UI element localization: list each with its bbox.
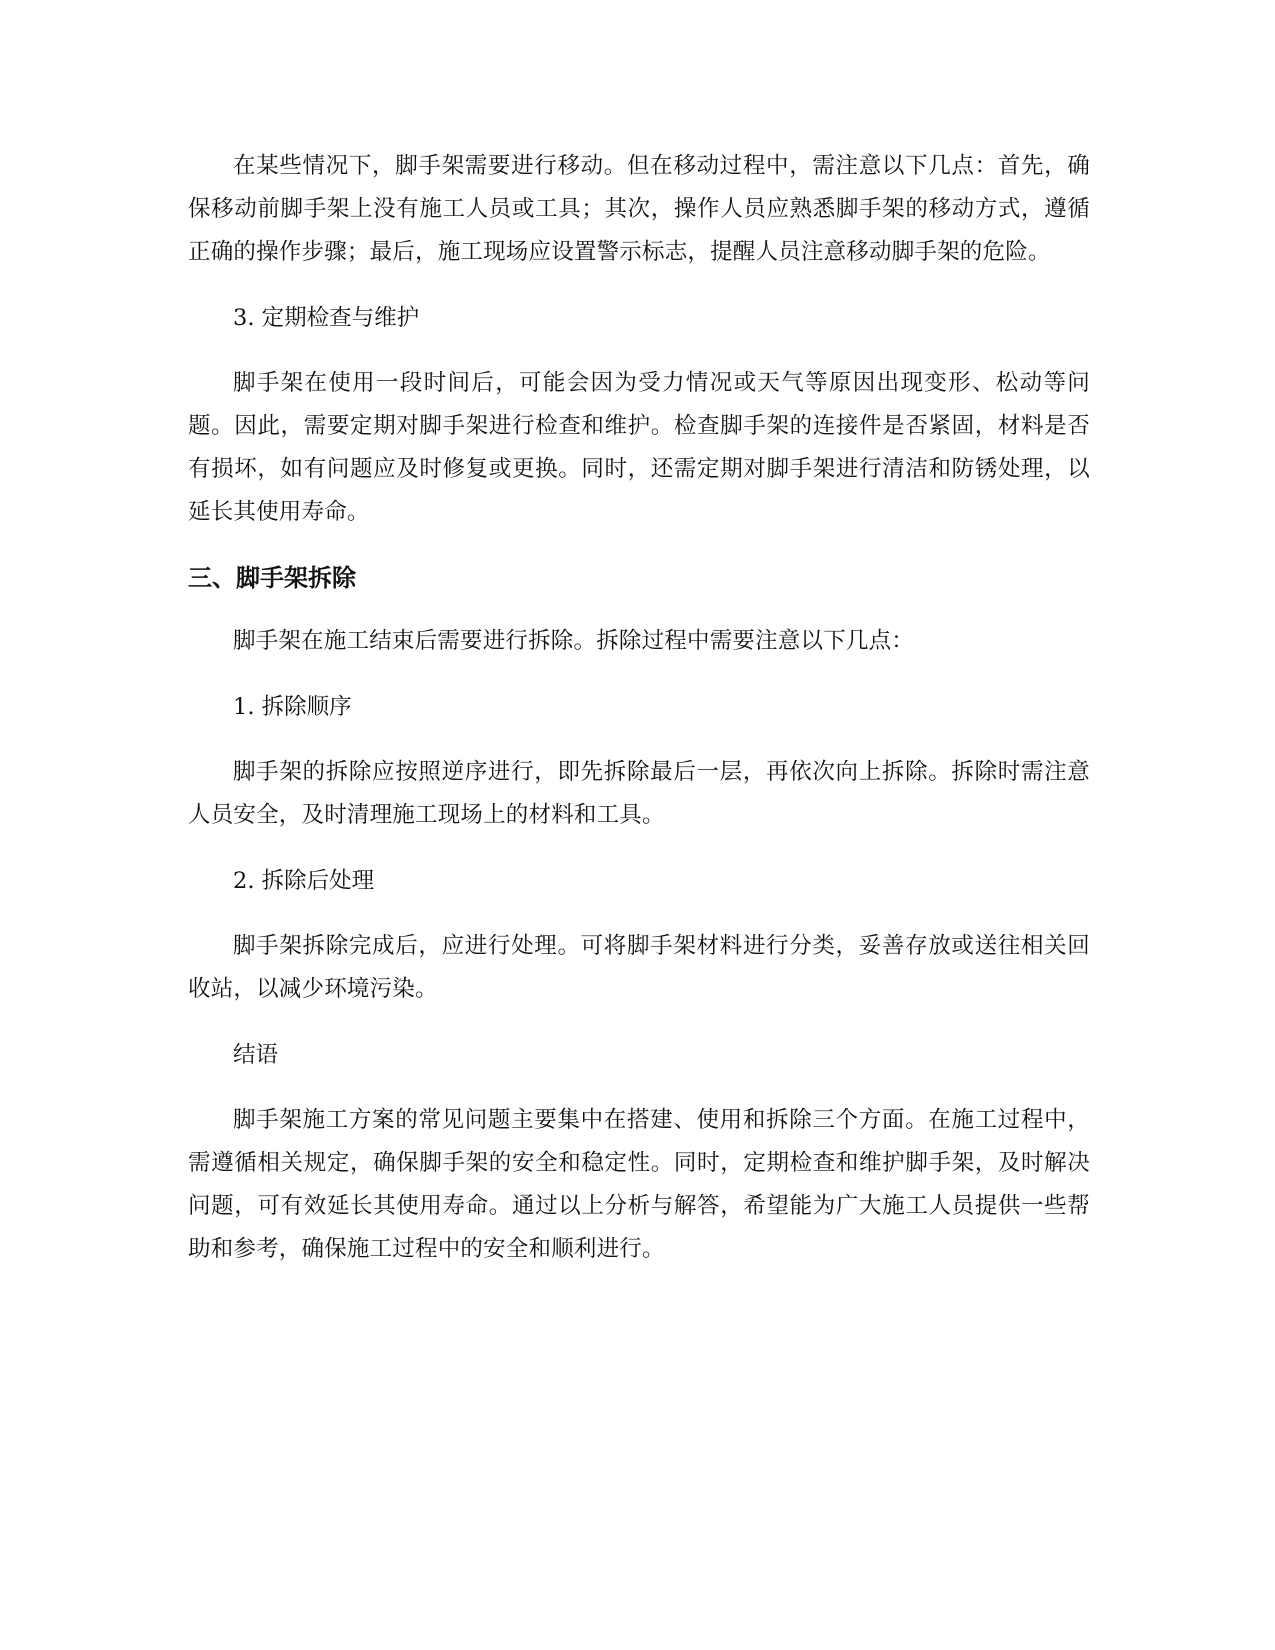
paragraph-dismantling-intro: 脚手架在施工结束后需要进行拆除。拆除过程中需要注意以下几点： [233,628,915,654]
paragraph-dismantling-order: 脚手架的拆除应按照逆序进行，即先拆除最后一层，再依次向上拆除。拆除时需注意人员安全，及时清理施工现场上的材料和工具。 [188,759,1090,828]
paragraph-post-dismantling: 脚手架拆除完成后，应进行处理。可将脚手架材料进行分类，妥善存放或送往相关回收站，以减少环境污染。 [188,933,1090,1002]
paragraph-conclusion: 脚手架施工方案的常见问题主要集中在搭建、使用和拆除三个方面。在施工过程中，需遵循相关规定，确保脚手架的安全和稳定性。同时，定期检查和维护脚手架，及时解决问题，可有效延长其使用寿命。通过以上分析与解答，希望能为广大施工人员提供一些帮助和参考，确保施工过程中的安全和顺利进行。 [188,1107,1090,1262]
section-heading-dismantling: 三、脚手架拆除 [188,564,356,592]
subheading-conclusion: 结语 [233,1042,279,1068]
paragraph-inspection-maintenance: 脚手架在使用一段时间后，可能会因为受力情况或天气等原因出现变形、松动等问题。因此，需要定期对脚手架进行检查和维护。检查脚手架的连接件是否紧固，材料是否有损坏，如有问题应及时修复或更换。同时，还需定期对脚手架进行清洁和防锈处理，以延长其使用寿命。 [188,370,1090,525]
document-body [188,145,1090,1294]
subheading-post-dismantling: 2. 拆除后处理 [233,868,375,894]
paragraph-moving-scaffold: 在某些情况下，脚手架需要进行移动。但在移动过程中，需注意以下几点：首先，确保移动前脚手架上没有施工人员或工具；其次，操作人员应熟悉脚手架的移动方式，遵循正确的操作步骤；最后，施工现场应设置警示标志，提醒人员注意移动脚手架的危险。 [188,153,1090,265]
subheading-inspection-maintenance: 3. 定期检查与维护 [233,305,420,331]
subheading-dismantling-order: 1. 拆除顺序 [233,694,352,720]
